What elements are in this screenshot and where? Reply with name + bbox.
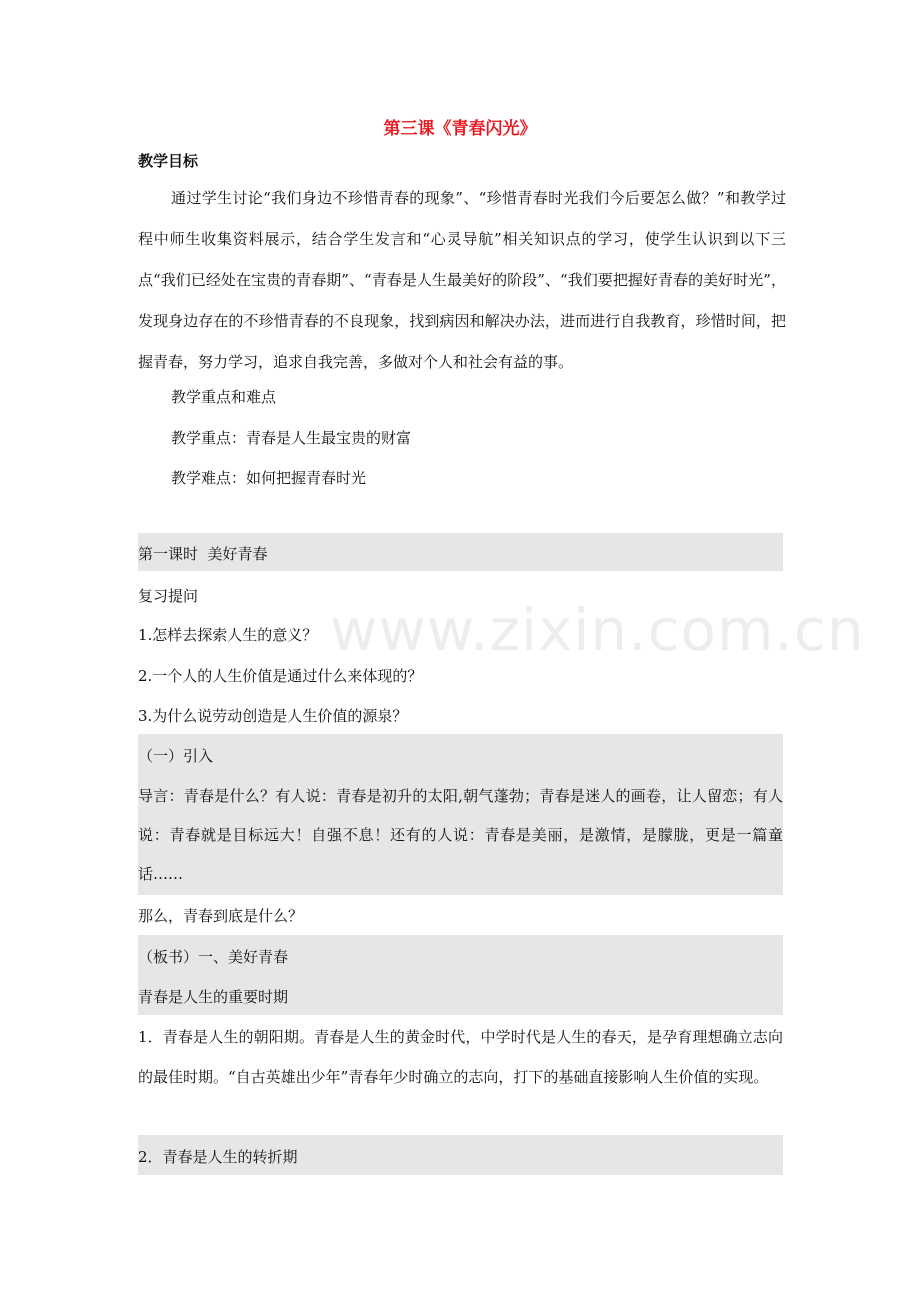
intro-heading: （一）引入 [138, 747, 214, 765]
objectives-paragraph: 通过学生讨论“我们身边不珍惜青春的现象”、“珍惜青春时光我们今后要怎么做？”和教学过程中师生收集资料展示，结合学生发言和“心灵导航”相关知识点的学习，使学生认识到以下三点“我们已经处在宝贵的青春期”、“青春是人生最美好的阶段”、“我们要把握好青春的美好时光”，发现身边存在的不珍惜青春的不良现象，找到病因和解决办法，进而进行自我教育，珍惜时间，把握青春，努力学习，追求自我完善，多做对个人和社会有益的事。 [138, 189, 786, 371]
review-heading: 复习提问 [138, 587, 199, 605]
question-3: 3.为什么说劳动创造是人生价值的源泉？ [138, 707, 408, 725]
objectives-heading: 教学目标 [138, 152, 199, 170]
watermark: www.zixin.com.cn [330, 596, 865, 664]
intro-text: 导言：青春是什么？有人说：青春是初升的太阳,朝气蓬勃；青春是迷人的画卷，让人留恋；有人说：青春就是目标远大！自强不息！还有的人说：青春是美丽，是激情，是朦胧，更是一篇童话…… [138, 787, 783, 883]
period-title: 第一课时 美好青春 [138, 545, 268, 563]
question-1: 1.怎样去探索人生的意义？ [138, 626, 318, 644]
point-1: 1．青春是人生的朝阳期。青春是人生的黄金时代，中学时代是人生的春天，是孕育理想确立志向的最佳时期。“自古英雄出少年”青春年少时确立的志向，打下的基础直接影响人生价值的实现。 [138, 1028, 783, 1086]
key-point: 教学重点：青春是人生最宝贵的财富 [171, 429, 412, 447]
point-2: 2．青春是人生的转折期 [138, 1148, 298, 1166]
question-2: 2.一个人的人生价值是通过什么来体现的？ [138, 667, 423, 685]
question-text: 那么，青春到底是什么？ [138, 907, 304, 925]
page-title: 第三课《青春闪光》 [383, 119, 537, 139]
important-period: 青春是人生的重要时期 [138, 988, 289, 1006]
board-heading: （板书）一、美好青春 [138, 948, 289, 966]
key-difficult-heading: 教学重点和难点 [171, 388, 277, 406]
difficult-point: 教学难点：如何把握青春时光 [171, 469, 367, 487]
